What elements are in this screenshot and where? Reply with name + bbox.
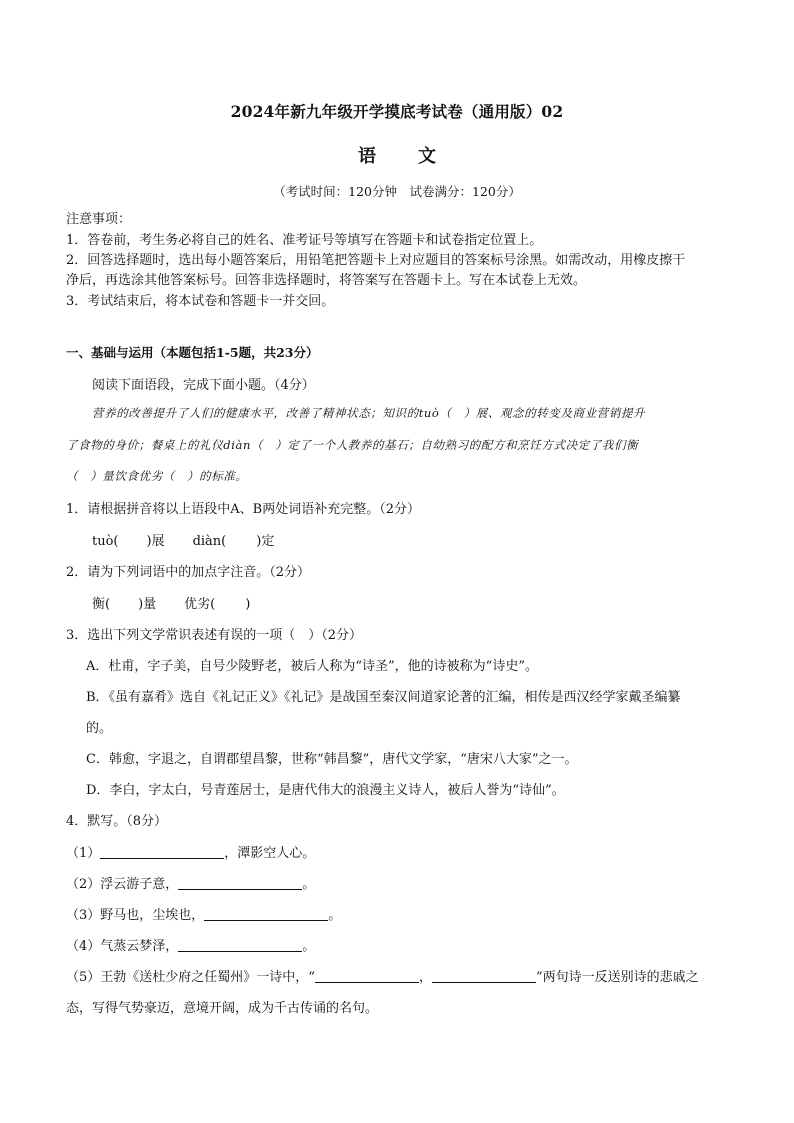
question-2-stem: 2．请为下列词语中的加点字注音。（2分） — [66, 565, 311, 580]
q2-b-prefix: 优劣( — [184, 597, 216, 612]
question-1-answers — [92, 530, 274, 549]
q1-a-prefix: tuò( — [92, 534, 119, 549]
item-end: ”两句诗一反送别诗的悲戚之 — [535, 970, 699, 985]
question-2-answers — [92, 593, 250, 612]
question-3-option-c: C．韩愈，字退之，自谓郡望昌黎，世称“韩昌黎”，唐代文学家，“唐宋八大家”之一。 — [86, 752, 578, 767]
section-heading: 一、基础与运用（本题包括1-5题，共23分） — [66, 345, 319, 360]
answer-blank[interactable] — [178, 875, 302, 890]
answer-blank[interactable] — [204, 906, 328, 921]
subject-char-1: 语 — [358, 146, 376, 167]
q2-a-prefix: 衡( — [92, 597, 111, 612]
recitation-item-5 — [66, 966, 699, 985]
item-number: （2） — [66, 877, 101, 892]
item-end: 。 — [302, 939, 316, 954]
subject-title — [0, 142, 794, 168]
recitation-item-1 — [66, 842, 315, 861]
recitation-item-4 — [66, 935, 315, 954]
q2-a-suffix: )量 — [138, 597, 157, 612]
item-end: 。 — [302, 877, 316, 892]
item-text: 王勃《送杜少府之任蜀州》一诗中，“ — [100, 970, 315, 985]
item-text: 浮云游子意， — [100, 877, 179, 892]
answer-blank[interactable] — [100, 844, 224, 859]
item-number: （4） — [66, 939, 101, 954]
passage-line-1: 营养的改善提升了人们的健康水平，改善了精神状态；知识的tuò（ ）展、观念的转变及商业营销提升 — [92, 406, 646, 420]
recitation-item-5-cont: 态，写得气势豪迈，意境开阔，成为千古传诵的名句。 — [66, 1001, 379, 1016]
item-end: 。 — [328, 908, 342, 923]
question-3-option-b: B．《虽有嘉肴》选自《礼记正义》《礼记》是战国至秦汉间道家论著的汇编，相传是西汉经学家戴圣编纂 — [86, 690, 681, 705]
notice-line-3: 3．考试结束后，将本试卷和答题卡一并交回。 — [66, 294, 335, 309]
passage-line-3: （ ）量饮食优劣（ ）的标准。 — [66, 469, 248, 483]
item-text: ，潭影空人心。 — [224, 846, 316, 861]
notice-line-2b: 净后，再选涂其他答案标号。回答非选择题时，将答案写在答题卡上。写在本试卷上无效。 — [66, 273, 587, 288]
reading-intro: 阅读下面语段，完成下面小题。（4分） — [92, 378, 315, 393]
q1-b-suffix: )定 — [256, 534, 275, 549]
item-number: （3） — [66, 908, 101, 923]
passage-line-2: 了食物的身价；餐桌上的礼仪diàn（ ）定了一个人教养的基石；自幼熟习的配方和烹饪方式决定了我们衡 — [66, 438, 639, 452]
question-3-stem: 3．选出下列文学常识表述有误的一项（ ）（2分） — [66, 628, 363, 643]
question-3-option-d: D．李白，字太白，号青莲居士，是唐代伟大的浪漫主义诗人，被后人誉为“诗仙”。 — [86, 783, 565, 798]
recitation-item-2 — [66, 873, 315, 892]
item-mid: ， — [418, 970, 432, 985]
q2-b-suffix: ) — [245, 597, 251, 612]
item-number: （1） — [66, 846, 101, 861]
item-text: 野马也，尘埃也， — [100, 908, 205, 923]
item-number: （5） — [66, 970, 101, 985]
question-1-stem: 1．请根据拼音将以上语段中A、B两处词语补充完整。（2分） — [66, 502, 420, 517]
question-3-option-b-cont: 的。 — [86, 721, 113, 736]
answer-blank[interactable] — [315, 968, 419, 983]
question-3-option-a: A．杜甫，字子美，自号少陵野老，被后人称为“诗圣”，他的诗被称为“诗史”。 — [86, 659, 538, 674]
exam-info: （考试时间：120分钟 试卷满分：120分） — [273, 184, 521, 199]
answer-blank[interactable] — [432, 968, 536, 983]
recitation-item-3 — [66, 904, 341, 923]
exam-title: 2024年新九年级开学摸底考试卷（通用版）02 — [230, 102, 564, 121]
q1-b-prefix: diàn( — [192, 534, 227, 549]
answer-blank[interactable] — [178, 937, 302, 952]
notice-line-2a: 2．回答选择题时，选出每小题答案后，用铅笔把答题卡上对应题目的答案标号涂黑。如需改动，用橡皮擦干 — [66, 253, 686, 268]
q1-a-suffix: )展 — [146, 534, 165, 549]
question-4-stem: 4．默写。（8分） — [66, 814, 168, 829]
notice-heading: 注意事项： — [66, 212, 132, 227]
notice-line-1: 1．答卷前，考生务必将自己的姓名、准考证号等填写在答题卡和试卷指定位置上。 — [66, 233, 543, 248]
item-text: 气蒸云梦泽， — [100, 939, 179, 954]
subject-char-2: 文 — [418, 146, 436, 167]
